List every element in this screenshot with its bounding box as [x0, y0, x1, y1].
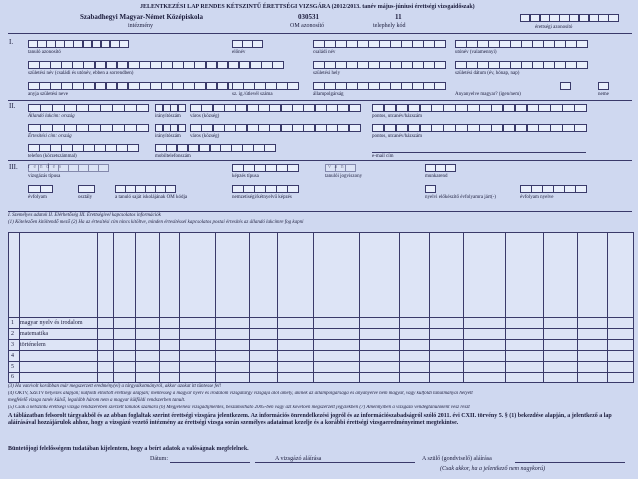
passport-field[interactable] — [232, 82, 298, 90]
country-field[interactable] — [28, 104, 148, 112]
mother-name-label: anyja születési neve — [28, 92, 68, 97]
temp-city-field[interactable] — [190, 124, 360, 132]
gender-box[interactable] — [598, 82, 608, 90]
phone-field[interactable] — [28, 144, 138, 152]
birth-name-field[interactable] — [28, 61, 283, 69]
lang-prep-box[interactable] — [425, 185, 435, 193]
subject-num: 2 — [11, 331, 14, 337]
note-line: (3) Ha van/volt korábban már megszerzett eredmény(ei) a tárgyalkotmányról, akkor azokat itt tüntesse fel! — [8, 384, 222, 389]
temp-country-field[interactable] — [28, 124, 148, 132]
given-name-field[interactable] — [455, 40, 587, 48]
subject-num: 3 — [11, 342, 14, 348]
city-label: város (község) — [190, 114, 220, 119]
lang-prep-label: nyelvi előkészítő évfolyamra járt(-) — [425, 195, 496, 200]
student-id-label: tanuló azonosító — [28, 50, 61, 55]
birth-place-label: születési hely — [313, 71, 341, 76]
site-value: 11 — [395, 13, 402, 21]
given-name-label: utónév (valamennyi) — [455, 50, 497, 55]
temp-street-field[interactable] — [372, 124, 586, 132]
zip-label: irányítószám — [155, 114, 181, 119]
year-label: évfolyam — [28, 195, 47, 200]
city-field[interactable] — [190, 104, 360, 112]
training-type-field[interactable] — [232, 164, 298, 172]
school-om-field[interactable] — [115, 185, 175, 193]
site-label: telephely kód — [373, 23, 406, 29]
exam-type-label: vizsgázás típusa — [28, 174, 61, 179]
section-3-roman: III. — [9, 163, 18, 171]
birth-date-label: születési dátum (év, hónap, nap) — [455, 71, 520, 76]
school-name: Szabadhegyi Magyar-Német Középiskola — [80, 13, 204, 21]
prefix-label: előnév — [232, 50, 246, 55]
temp-city-label: város (község) — [190, 134, 220, 139]
birth-name-label: születési név (családi és utónév, ebben a sorrendben) — [28, 71, 134, 76]
mother-tongue-label: Anyanyelve magyar? (igen/nem) — [455, 92, 521, 97]
birth-place-field[interactable] — [313, 61, 445, 69]
phone-label: telefon (körzetszámmal) — [28, 154, 77, 159]
om-label: OM azonosító — [290, 23, 325, 29]
school-label: intézmény — [128, 23, 153, 29]
declaration-text: A táblázatban felsorolt tárgyakból és az abban foglaltak szerint érettségi vizsgára jelentkezem. Az információs önrendelkezési jogról és az információszabadságról szóló 2011. évi CXII. törvény 5. § (1) bekezdése alapján, a jelentkező a lap aláírásával hozzájárulok ahhoz, hogy a vizsgázó vezető intézmény az érettségi vizsga során személyes adataimat kezelje és a korábbi érettségi vizsgaeredményeimet megtekintse. — [8, 413, 612, 426]
zip-field[interactable] — [155, 104, 185, 112]
gender-label: neme — [598, 92, 609, 97]
subject-num: 5 — [11, 364, 14, 370]
email-field[interactable] — [372, 152, 586, 153]
temp-zip-label: irányítószám — [155, 134, 181, 139]
prefix-field[interactable] — [232, 40, 262, 48]
nationality-training-field[interactable] — [232, 185, 298, 193]
subject-name[interactable]: matematika — [20, 331, 48, 337]
nationality-training-label: nemzetiségi/kétnyelvű képzés — [232, 195, 292, 200]
note-line: (4) OKTV, SZÉTV helyezés alapján; külföldi eltöltött érettségi alapján; mentesség a magyar nyelv és irodalom vizsgatárgy vizsgája alól amely, akinek az állampolgársága és anyanyelve nem magyar, vagy külföldi tanulmányai helyett — [8, 391, 473, 396]
family-name-label: családi név — [313, 50, 336, 55]
citizenship-label: állampolgárság — [313, 92, 344, 97]
legend-line-2: (1) Kötelezően kitöltendő mező (2) Ha az értesítési cím nincs kitöltve, minden értesítéssel kapcsolatos postai értesítés az állandó lakcímre fog kapni — [8, 220, 304, 225]
subjects-table — [8, 232, 634, 383]
exam-id-label: érettségi azonosító — [535, 25, 573, 30]
family-name-field[interactable] — [313, 40, 445, 48]
date-label: Dátum: — [150, 456, 168, 462]
passport-label: sz. ig./útlevél száma — [232, 92, 273, 97]
birth-date-field[interactable] — [455, 61, 587, 69]
street-field[interactable] — [372, 104, 586, 112]
class-field[interactable] — [78, 185, 94, 193]
perm-address-label: Állandó lakcím: ország — [28, 114, 75, 119]
section-1-roman: I. — [9, 38, 14, 46]
status-boxes[interactable] — [325, 164, 355, 172]
note-line: megfelelő vizsga tanév külső, legalább három nem a magyar külföldi rendszerben tanult. — [8, 398, 186, 403]
subject-name[interactable]: magyar nyelv és irodalom — [20, 320, 83, 326]
exam-id-boxes[interactable] — [520, 14, 618, 22]
mobile-label: mobiltelefonszám — [155, 154, 191, 159]
note-line: (5) Csak a kétszintű érettségi vizsga rendszerében szerzett tanulók számára (6) Megjelenési vizsgadíjmentes, beszámolható 2005-ben vagy azt követően megszerzett jegyzékben (7) Amennyiben a vizsgázó vendégtanulóként vesz részt — [8, 405, 470, 410]
temp-zip-field[interactable] — [155, 124, 185, 132]
work-schedule-label: munkarend — [425, 174, 448, 179]
mother-tongue-box[interactable] — [560, 82, 570, 90]
class-label: osztály — [78, 195, 93, 200]
parent-note: (Csak akkor, ha a jelentkező nem nagykorú) — [440, 466, 546, 472]
temp-address-label: Értesítési cím: ország — [28, 134, 72, 139]
subject-num: 4 — [11, 353, 14, 359]
student-id-field[interactable] — [28, 40, 128, 48]
school-om-label: a tanuló saját iskolájának OM kódja — [115, 195, 188, 200]
citizenship-field[interactable] — [313, 82, 445, 90]
examinee-signature-label: A vizsgázó aláírása — [275, 456, 322, 462]
parent-signature-line[interactable] — [515, 462, 625, 463]
declaration-text-2: Büntetőjogi felelősségem tudatában kijelentem, hogy a beírt adatok a valóságnak megfelelnek. — [8, 446, 249, 452]
om-value: 030531 — [298, 13, 319, 21]
year-field[interactable] — [28, 185, 52, 193]
section-2-roman: II. — [9, 102, 16, 110]
street-label: pontos, utcanév/házszám — [372, 114, 422, 119]
date-line[interactable] — [170, 462, 250, 463]
training-type-label: képzés típusa — [232, 174, 259, 179]
temp-street-label: pontos, utcanév/házszám — [372, 134, 422, 139]
form-title: JELENTKEZÉSI LAP RENDES KÉTSZINTŰ ÉRETTSÉGI VIZSGÁRA (2012/2013. tanév május-júniusi érettségi vizsgaidőszak) — [140, 4, 475, 10]
year-lang-field[interactable] — [520, 185, 586, 193]
exam-type-boxes[interactable] — [28, 164, 108, 172]
work-schedule-field[interactable] — [425, 164, 455, 172]
subject-name[interactable]: történelem — [20, 342, 46, 348]
subject-num: 6 — [11, 374, 14, 380]
examinee-signature-line[interactable] — [255, 462, 415, 463]
mobile-field[interactable] — [155, 144, 275, 152]
subject-num: 1 — [11, 320, 14, 326]
student-status-label: tanulói jogviszony — [325, 174, 363, 179]
email-label: e-mail cím — [372, 154, 394, 159]
year-lang-label: évfolyam nyelve — [520, 195, 554, 200]
parent-signature-label: A szülő (gondviselő) aláírása — [422, 456, 492, 462]
legend-line: I. Személyes adatok II. Elérhetőség III. Érettségivel kapcsolatos információk — [8, 213, 161, 218]
